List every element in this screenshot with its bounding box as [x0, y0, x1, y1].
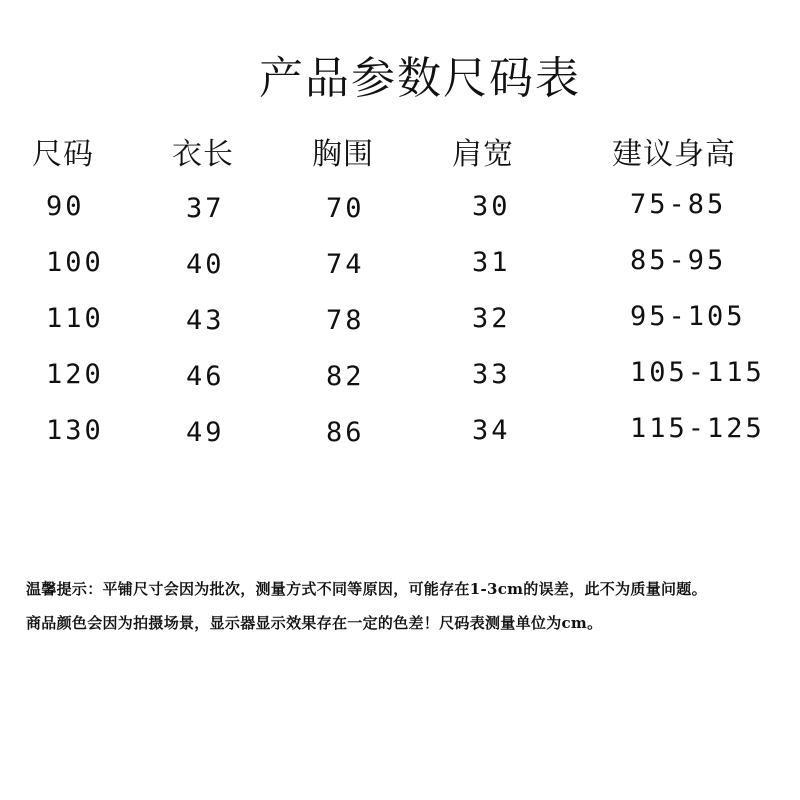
size-table — [0, 125, 800, 455]
column-header-chest: 胸围 — [312, 137, 374, 172]
table-cell-size: 100 — [46, 247, 104, 278]
table-cell-length: 37 — [186, 193, 225, 224]
table-cell-chest: 70 — [326, 193, 365, 224]
column-header-length: 衣长 — [172, 137, 234, 172]
table-cell-size: 90 — [46, 191, 85, 222]
column-header-shoulder: 肩宽 — [452, 137, 514, 172]
table-cell-height: 105-115 — [630, 357, 765, 388]
table-cell-size: 130 — [46, 415, 104, 446]
table-cell-shoulder: 31 — [472, 247, 511, 278]
table-cell-height: 115-125 — [630, 413, 765, 444]
table-cell-chest: 78 — [326, 305, 365, 336]
table-cell-height: 75-85 — [630, 189, 727, 220]
table-cell-size: 110 — [46, 303, 104, 334]
notice-line-2: 商品颜色会因为拍摄场景，显示器显示效果存在一定的色差！尺码表测量单位为cm。 — [26, 614, 603, 632]
table-cell-length: 40 — [186, 249, 225, 280]
table-cell-chest: 74 — [326, 249, 365, 280]
table-cell-shoulder: 34 — [472, 415, 511, 446]
table-cell-height: 85-95 — [630, 245, 727, 276]
table-cell-shoulder: 32 — [472, 303, 511, 334]
column-header-height: 建议身高 — [612, 137, 736, 172]
table-cell-chest: 82 — [326, 361, 365, 392]
table-cell-size: 120 — [46, 359, 104, 390]
table-cell-height: 95-105 — [630, 301, 746, 332]
table-cell-chest: 86 — [326, 417, 365, 448]
table-cell-length: 43 — [186, 305, 225, 336]
column-header-size: 尺码 — [32, 137, 94, 172]
page-title: 产品参数尺码表 — [259, 53, 581, 104]
table-cell-length: 49 — [186, 417, 225, 448]
table-cell-shoulder: 33 — [472, 359, 511, 390]
notice-line-1: 温馨提示：平铺尺寸会因为批次，测量方式不同等原因，可能存在1-3cm的误差，此不为质量问题。 — [26, 580, 707, 598]
table-cell-length: 46 — [186, 361, 225, 392]
table-cell-shoulder: 30 — [472, 191, 511, 222]
